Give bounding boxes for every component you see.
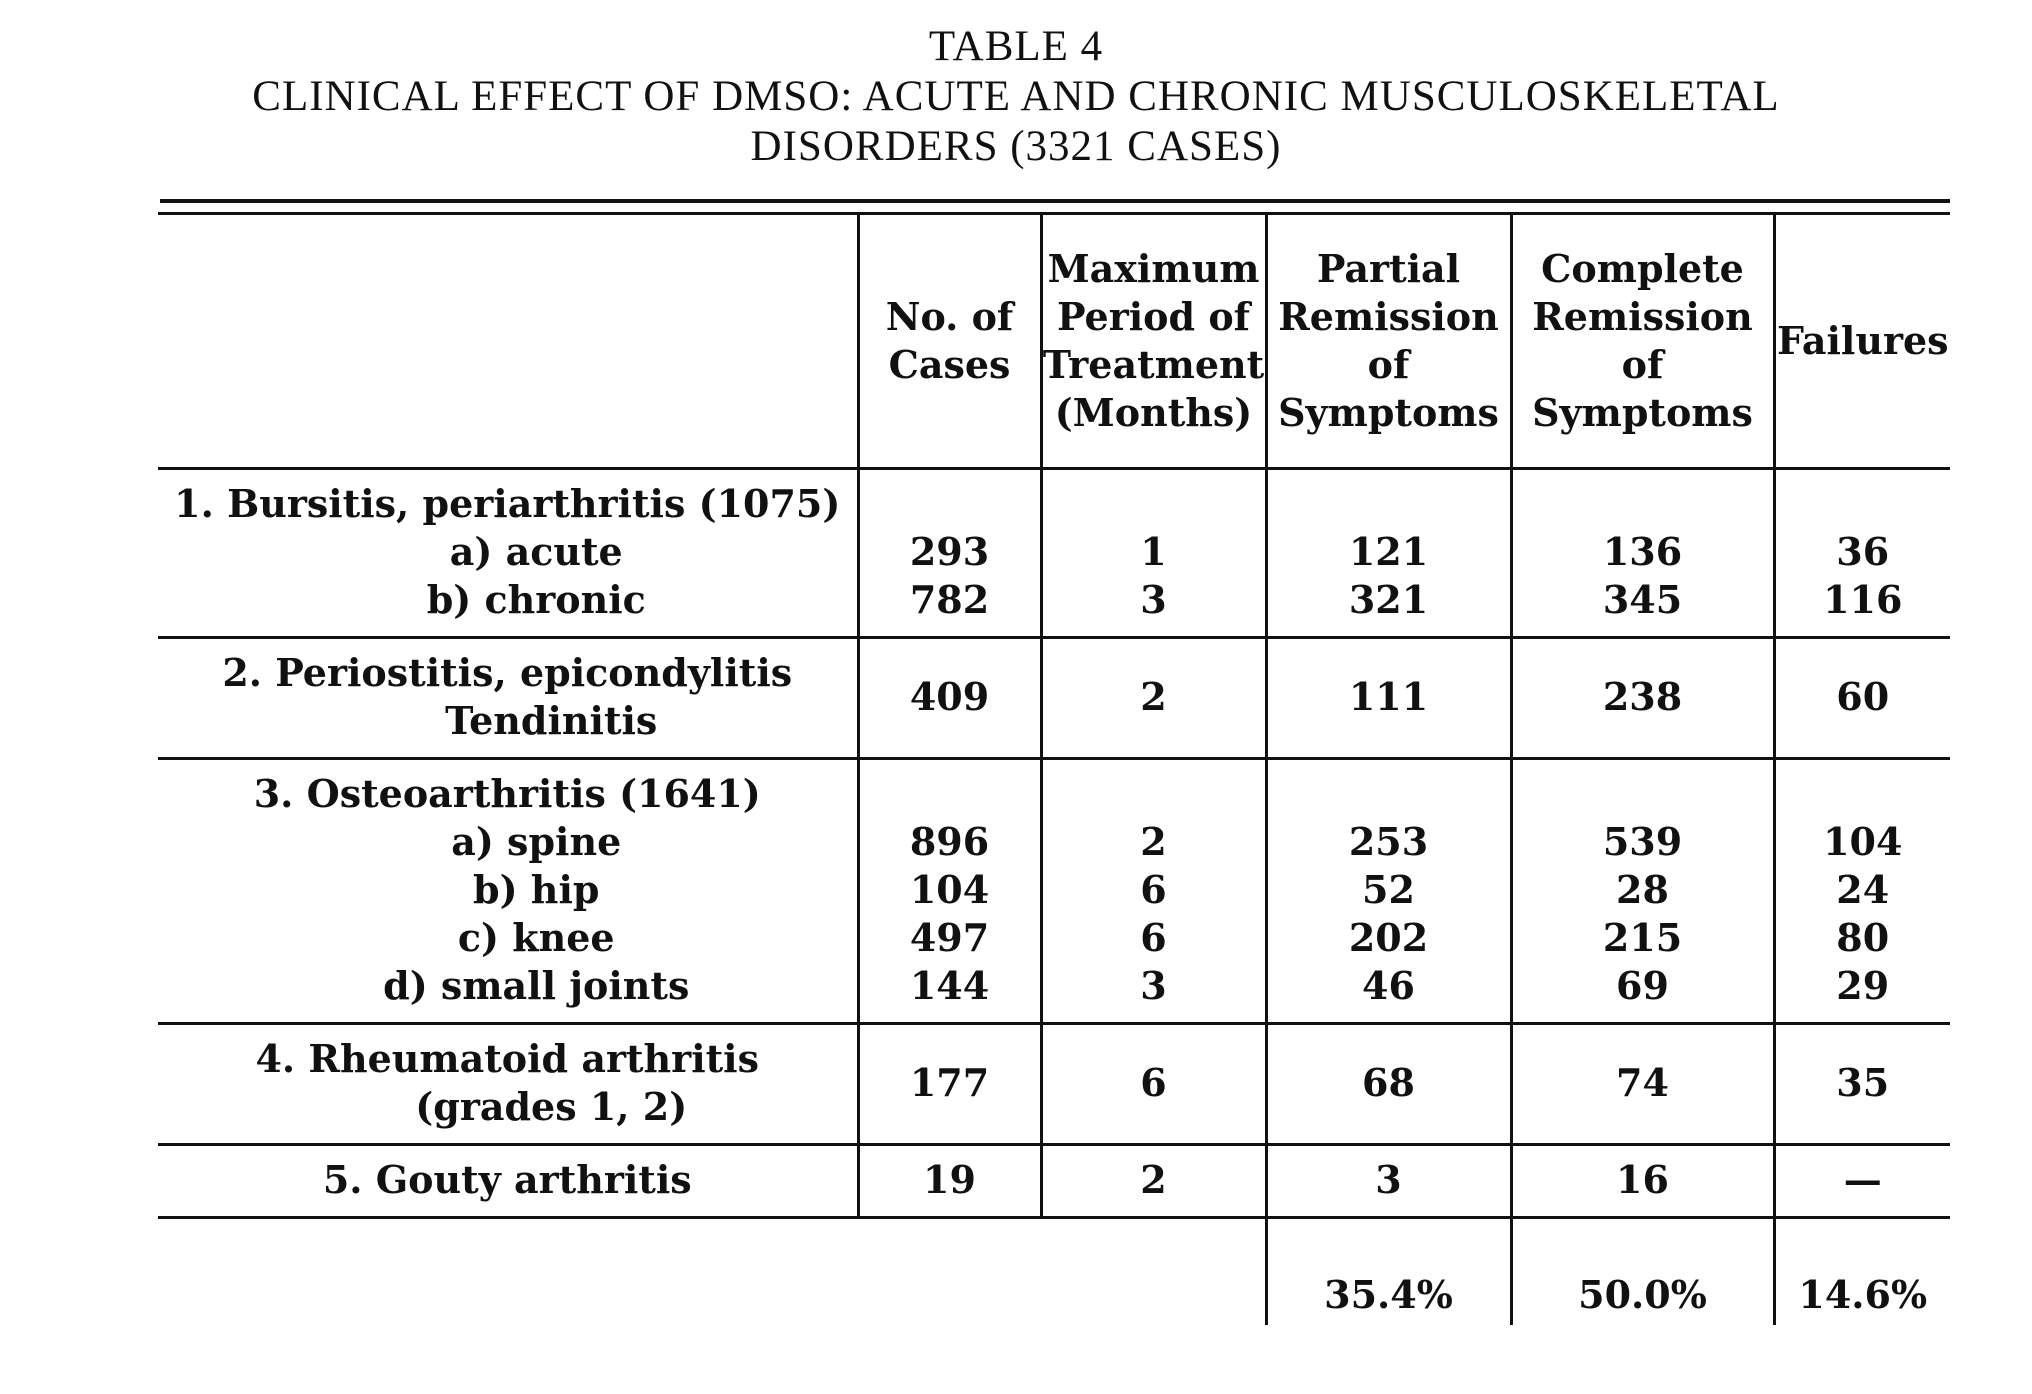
group-3-label: 3. Osteoarthritis (1641) a) spine b) hip c) knee d) small joints xyxy=(158,759,858,1024)
header-row xyxy=(158,214,1950,469)
table-title-line-1: CLINICAL EFFECT OF DMSO: ACUTE AND CHRONIC MUSCULOSKELETAL xyxy=(252,73,1780,120)
failures-cell: 60 xyxy=(1774,638,1950,759)
results-table xyxy=(158,212,1950,1325)
cases-cell: 177 xyxy=(858,1024,1041,1145)
total-complete: 50.0% xyxy=(1511,1218,1774,1326)
partial-cell: 111 xyxy=(1266,638,1511,759)
failures-cell: 104 24 80 29 xyxy=(1774,759,1950,1024)
partial-cell: 68 xyxy=(1266,1024,1511,1145)
group-2-label: 2. Periostitis, epicondylitis Tendinitis xyxy=(158,638,858,759)
failures-cell: 36 116 xyxy=(1774,469,1950,638)
partial-cell: 121 321 xyxy=(1266,469,1511,638)
period-cell: 2 xyxy=(1041,638,1266,759)
header-failures: Failures xyxy=(1774,214,1950,469)
complete-cell: 238 xyxy=(1511,638,1774,759)
complete-cell: 539 28 215 69 xyxy=(1511,759,1774,1024)
total-partial: 35.4% xyxy=(1266,1218,1511,1326)
complete-cell: 74 xyxy=(1511,1024,1774,1145)
complete-cell: 136 345 xyxy=(1511,469,1774,638)
header-cases: No. of Cases xyxy=(858,214,1041,469)
header-category xyxy=(158,214,858,469)
table-number: TABLE 4 xyxy=(928,23,1104,70)
table-caption xyxy=(0,22,2032,172)
period-cell: 2 6 6 3 xyxy=(1041,759,1266,1024)
top-double-rule xyxy=(160,199,1950,203)
cases-cell: 293 782 xyxy=(858,469,1041,638)
complete-cell: 16 xyxy=(1511,1145,1774,1218)
group-4-label: 4. Rheumatoid arthritis (grades 1, 2) xyxy=(158,1024,858,1145)
cases-cell: 896 104 497 144 xyxy=(858,759,1041,1024)
total-failures: 14.6% xyxy=(1774,1218,1950,1326)
period-cell: 2 xyxy=(1041,1145,1266,1218)
failures-cell: — xyxy=(1774,1145,1950,1218)
partial-cell: 3 xyxy=(1266,1145,1511,1218)
table-row xyxy=(158,759,1950,1024)
totals-row xyxy=(158,1218,1950,1326)
cases-cell: 409 xyxy=(858,638,1041,759)
table-row xyxy=(158,1024,1950,1145)
group-1-label: 1. Bursitis, periarthritis (1075) a) acute b) chronic xyxy=(158,469,858,638)
table-row xyxy=(158,1145,1950,1218)
table-row xyxy=(158,469,1950,638)
header-complete: Complete Remission of Symptoms xyxy=(1511,214,1774,469)
period-cell: 6 xyxy=(1041,1024,1266,1145)
period-cell: 1 3 xyxy=(1041,469,1266,638)
partial-cell: 253 52 202 46 xyxy=(1266,759,1511,1024)
header-partial: Partial Remission of Symptoms xyxy=(1266,214,1511,469)
table-title-line-2: DISORDERS (3321 CASES) xyxy=(750,123,1282,170)
cases-cell: 19 xyxy=(858,1145,1041,1218)
failures-cell: 35 xyxy=(1774,1024,1950,1145)
header-period: Maximum Period of Treatment (Months) xyxy=(1041,214,1266,469)
table-row xyxy=(158,638,1950,759)
group-5-label: 5. Gouty arthritis xyxy=(158,1145,858,1218)
